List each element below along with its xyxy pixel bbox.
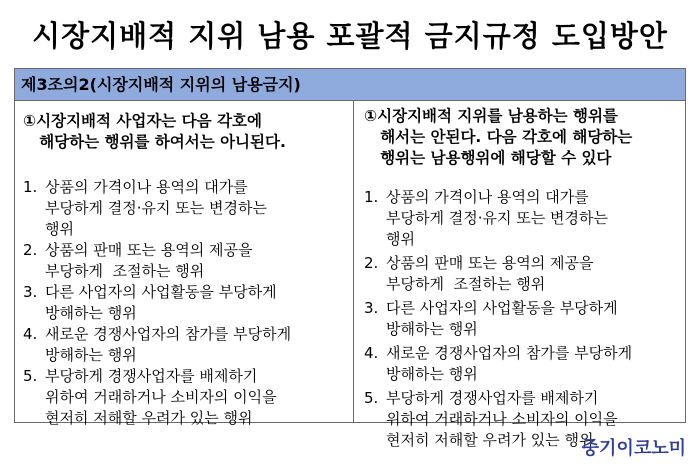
item-text: 다른 사업자의 사업활동을 부당하게 방해하는 행위 bbox=[386, 299, 618, 338]
item-text: 부당하게 경쟁사업자를 배제하기 위하여 거래하거나 소비자의 이익을 현저히 저해할 우려가 있는 행위 bbox=[45, 367, 277, 427]
list-item bbox=[364, 187, 632, 250]
item-text: 상품의 판매 또는 용역의 제공을 부당하게 조절하는 행위 bbox=[386, 254, 594, 293]
item-text: 다른 사업자의 사업활동을 부당하게 방해하는 행위 bbox=[45, 283, 277, 322]
list-item bbox=[364, 253, 632, 295]
item-text: 상품의 가격이나 용역의 대가를 부당하게 결정·유지 또는 변경하는 행위 bbox=[386, 188, 608, 248]
proposed-provision-list bbox=[364, 187, 632, 454]
item-number: 4. bbox=[23, 325, 38, 343]
list-item bbox=[23, 366, 291, 429]
list-item bbox=[23, 240, 291, 282]
list-item bbox=[364, 298, 632, 340]
item-text: 부당하게 경쟁사업자를 배제하기 위하여 거래하거나 소비자의 이익을 현저히 저해할 우려가 있는 행위 bbox=[386, 389, 618, 449]
list-item bbox=[364, 343, 632, 385]
current-provision-column bbox=[15, 101, 354, 427]
proposed-provision-intro: ①시장지배적 지위를 남용하는 행위를 해서는 안된다. 다음 각호에 해당하는 행위는 남용행위에 해당할 수 있다 bbox=[364, 107, 633, 167]
page-title: 시장지배적 지위 남용 포괄적 금지규정 도입방안 bbox=[32, 19, 668, 53]
item-text: 상품의 가격이나 용역의 대가를 부당하게 결정·유지 또는 변경하는 행위 bbox=[45, 178, 267, 238]
item-number: 3. bbox=[364, 299, 379, 317]
item-text: 상품의 판매 또는 용역의 제공을 부당하게 조절하는 행위 bbox=[45, 241, 253, 280]
item-number: 1. bbox=[364, 188, 379, 206]
item-number: 4. bbox=[364, 344, 379, 362]
item-number: 3. bbox=[23, 283, 38, 301]
item-number: 2. bbox=[23, 241, 38, 259]
item-number: 5. bbox=[23, 367, 38, 385]
item-number: 5. bbox=[364, 389, 379, 407]
table-header: 제3조의2(시장지배적 지위의 남용금지) bbox=[15, 69, 685, 101]
list-item bbox=[23, 324, 291, 366]
list-item bbox=[23, 282, 291, 324]
item-text: 새로운 경쟁사업자의 참가를 부당하게 방해하는 행위 bbox=[45, 325, 292, 364]
current-provision-intro: ①시장지배적 사업자는 다음 각호에 해당하는 행위를 하여서는 아니된다. bbox=[23, 112, 286, 151]
item-text: 새로운 경쟁사업자의 참가를 부당하게 방해하는 행위 bbox=[386, 344, 633, 383]
item-number: 2. bbox=[364, 254, 379, 272]
publisher-logo: 중기이코노미 bbox=[581, 438, 686, 459]
current-provision-list bbox=[23, 177, 291, 429]
list-item bbox=[23, 177, 291, 240]
item-number: 1. bbox=[23, 178, 38, 196]
